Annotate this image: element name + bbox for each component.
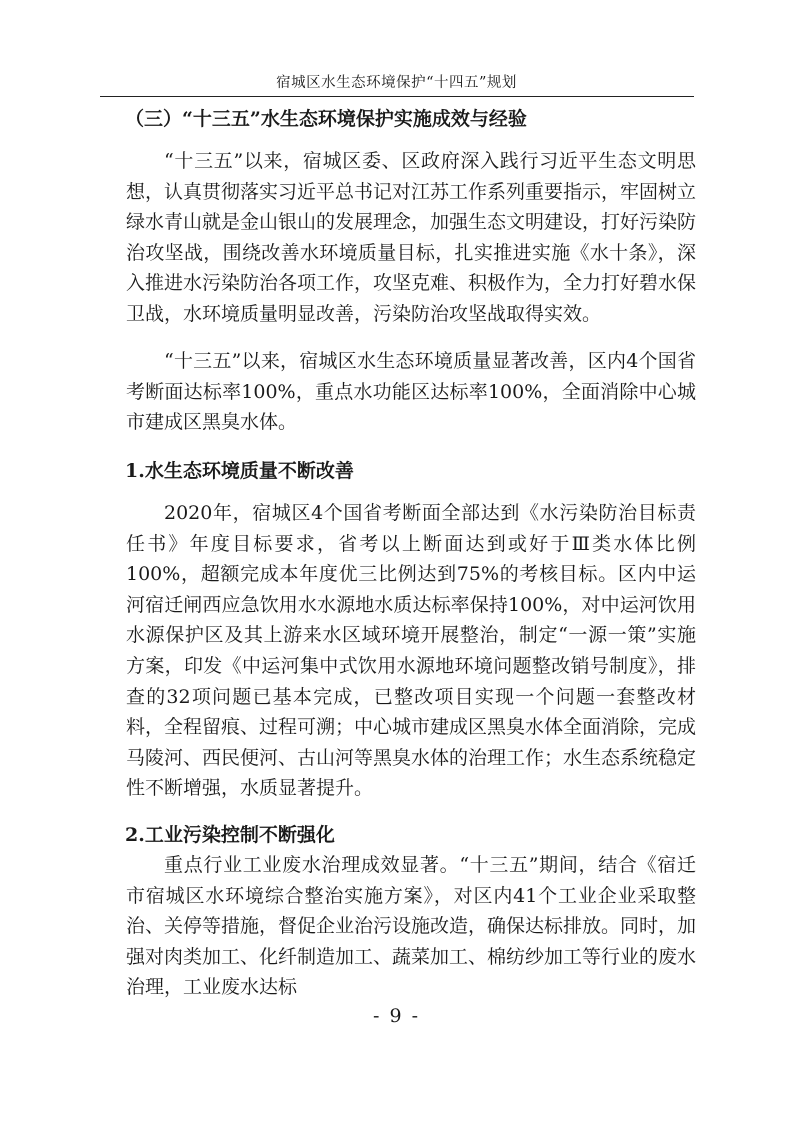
subsection-2-paragraph: 重点行业工业废水治理成效显著。“十三五”期间，结合《宿迁市宿城区水环境综合整治实施方案》，对区内41个工业企业采取整治、关停等措施，督促企业治污设施改造，确保达标排放。同时，加强对肉类加工、化纤制造加工、蔬菜加工、棉纺纱加工等行业的废水治理，工业废水达标 — [126, 854, 697, 999]
running-header: 宿城区水生态环境保护“十四五”规划 — [276, 75, 517, 91]
subsection-heading-1: 1.水生态环境质量不断改善 — [125, 460, 354, 482]
subsection-heading-2: 2.工业污染控制不断强化 — [125, 824, 335, 846]
subsection-1-paragraph: 2020年，宿城区4个国省考断面全部达到《水污染防治目标责任书》年度目标要求，省考以上断面达到或好于Ⅲ类水体比例100%，超额完成本年度优三比例达到75%的考核目标。区内中运河宿迁闸西应急饮用水水源地水质达标率保持100%，对中运河饮用水源保护区及其上游来水区域环境开展整治，制定“一源一策”实施方案，印发《中运河集中式饮用水源地环境问题整改销号制度》，排查的32项问题已基本完成，已整改项目实现一个问题一套整改材料，全程留痕、过程可溯；中心城市建成区黑臭水体全面消除，完成马陵河、西民便河、古山河等黑臭水体的治理工作；水生态系统稳定性不断增强，水质显著提升。 — [126, 502, 697, 800]
section-paragraph-2: “十三五”以来，宿城区水生态环境质量显著改善，区内4个国省考断面达标率100%，重点水功能区达标率100%，全面消除中心城市建成区黑臭水体。 — [126, 350, 696, 434]
header-divider — [100, 96, 694, 97]
section-paragraph-1: “十三五”以来，宿城区委、区政府深入践行习近平生态文明思想，认真贯彻落实习近平总书记对江苏工作系列重要指示，牢固树立绿水青山就是金山银山的发展理念，加强生态文明建设，打好污染防治攻坚战，围绕改善水环境质量目标，扎实推进实施《水十条》，深入推进水污染防治各项工作，攻坚克难、积极作为，全力打好碧水保卫战，水环境质量明显改善，污染防治攻坚战取得实效。 — [126, 150, 697, 325]
page-number: - 9 - — [372, 1005, 420, 1027]
section-heading: （三）“十三五”水生态环境保护实施成效与经验 — [125, 108, 527, 130]
